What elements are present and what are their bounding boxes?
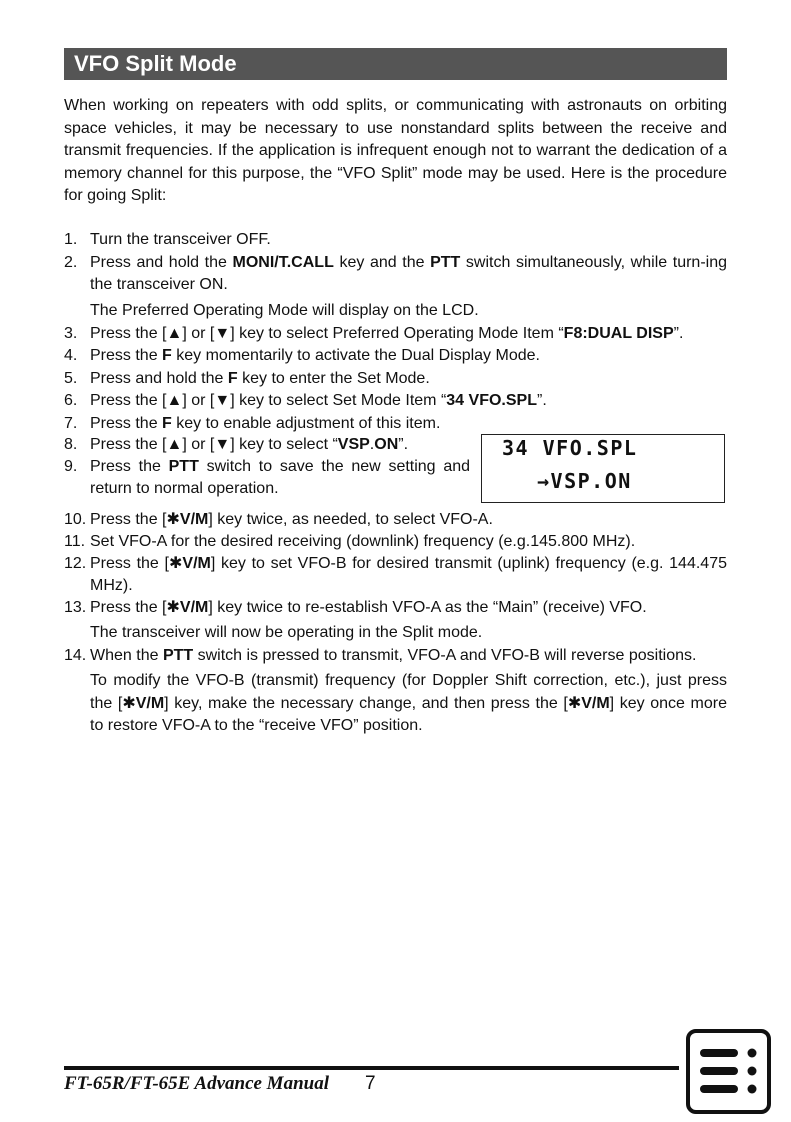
up-arrow-icon: ▲ [166, 436, 183, 453]
manual-title: FT-65R/FT-65E Advance Manual [64, 1073, 329, 1094]
vm-key-label: ✱V/M [168, 555, 211, 572]
vm-key-label: ✱V/M [166, 599, 209, 616]
step-2-note: The Preferred Operating Mode will display on the LCD. [90, 302, 479, 319]
menu-list-icon[interactable] [686, 1029, 771, 1114]
down-arrow-icon: ▼ [214, 325, 231, 342]
lcd-display [481, 434, 725, 503]
section-title-bar [64, 48, 727, 80]
step-14-note: To modify the VFO-B (transmit) frequency (for Doppler Shift correction, etc.), just press the [✱V/M] key, make the necessary change, and then press the [✱V/M] key once more to restore VFO-A to the “receive VFO” position. [90, 672, 728, 735]
down-arrow-icon: ▼ [214, 436, 231, 453]
vm-key-label: ✱V/M [567, 694, 610, 712]
up-arrow-icon: ▲ [166, 392, 183, 409]
down-arrow-icon: ▼ [214, 392, 231, 409]
page-number: 7 [365, 1073, 376, 1094]
up-arrow-icon: ▲ [166, 325, 183, 342]
vm-key-label: ✱V/M [122, 694, 165, 712]
footer-rule [64, 1066, 679, 1070]
menu-list-icon-graphic [690, 1033, 767, 1110]
step-13-note: The transceiver will now be operating in the Split mode. [90, 624, 483, 641]
lcd-line-2: →VSP.ON [537, 469, 632, 493]
section-title: VFO Split Mode [74, 51, 237, 76]
intro-paragraph: When working on repeaters with odd splits, or communicating with astronauts on orbiting space vehicles, it may be necessary to use nonstandard splits between the receive and transmit frequencies. If the application is infrequent enough not to warrant the dedication of a memory channel for this purpose, the “VFO Split” mode may be used. Here is the procedure for going Split: [64, 97, 727, 205]
lcd-line-1: 34 VFO.SPL [502, 436, 638, 460]
vm-key-label: ✱V/M [166, 511, 209, 528]
